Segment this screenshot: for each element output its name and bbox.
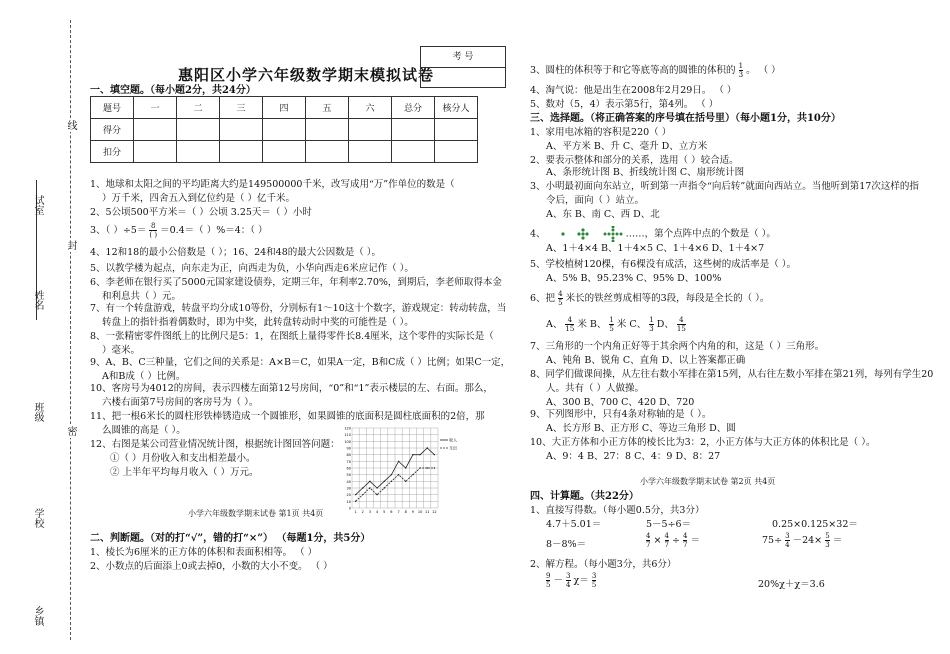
choice-q8-line2: 人。共有（ ）人做操。 [546, 383, 645, 394]
score-cell[interactable] [392, 141, 435, 163]
fraction [565, 316, 574, 333]
fraction-den: 3 [825, 541, 830, 549]
fill-q12-sub1: ①（ ）月份收入和支出相差最小。 [110, 453, 256, 464]
judge-q4: 4、淘气说：他是出生在2008年2月29日。 （ ） [530, 85, 737, 96]
mark-seal: 封 [65, 240, 76, 250]
x-tick-label: 10 [417, 510, 423, 514]
fraction-num: 3 [785, 532, 790, 540]
score-cell[interactable] [263, 119, 306, 141]
fraction-den: 15 [676, 325, 686, 333]
judge-q3-part2: 。 （ ） [746, 65, 781, 76]
fill-q9-line2: A和B成（ ）比例。 [102, 371, 186, 382]
option-d: D、 [656, 319, 674, 330]
calc-item-fractions [646, 532, 700, 549]
score-cell[interactable] [392, 119, 435, 141]
score-header: 二 [177, 97, 220, 119]
fill-q1-line1: 1、地球和太阳之间的平均距离大约是149500000千米，改写成用“万”作单位的数是（ [90, 179, 455, 190]
fraction-den: 4 [785, 541, 790, 549]
choice-q5: 5、学校植树120棵，有6棵没有成活，这些树的成活率是（ ）。 [530, 259, 796, 270]
x-tick-label: 11 [425, 510, 430, 514]
fill-q1-line2: ）万千米，四舍五入到亿位约是（ ）亿千米。 [102, 193, 296, 204]
choice-q2-options: A、条形统计图 B、折线统计图 C、扇形统计图 [546, 167, 745, 178]
fraction-num: 9 [546, 572, 551, 580]
fraction-1-3 [739, 62, 743, 79]
data-point [398, 474, 399, 475]
data-point [427, 447, 428, 448]
exam-number-label: 考 号 [421, 47, 505, 68]
data-point [391, 474, 392, 475]
line-chart [340, 424, 460, 520]
fraction [677, 316, 686, 333]
label-school: 学校 [32, 508, 43, 528]
binding-dashed-line [70, 20, 71, 640]
judge-q2: 2、小数点的后面添上0或去掉0，小数的大小不变。 （ ） [90, 561, 333, 572]
choice-q1: 1、家用电冰箱的容积是220（ ） [530, 127, 672, 138]
score-table [90, 96, 478, 163]
fill-q6-line1: 6、李老师在银行买了5000元国家建设债券，定期三年，年利率2.70%，到期后，李老师取得本金 [90, 277, 502, 288]
y-tick-label: 0 [348, 506, 351, 511]
dot-pattern-icon [549, 226, 623, 242]
data-point [369, 481, 370, 482]
fraction [825, 532, 829, 549]
mark-line: 线 [65, 120, 76, 130]
data-point [434, 467, 435, 468]
data-point [362, 494, 363, 495]
fraction-den: 7 [664, 541, 669, 549]
fraction [646, 532, 650, 549]
fill-q12: 12、右图是某公司营业情况统计图，根据统计图回答问题： [90, 439, 340, 450]
choice-q8-options: A、300 B、700 C、420 D、720 [546, 397, 695, 408]
choice-q2: 2、要表示整体和部分的关系，选用（ ）较合适。 [530, 155, 739, 166]
choice-q4-text: ……，第个点阵中点的个数是（ ）。 [625, 228, 776, 240]
section4-title: 四、计算题。（共22分） [530, 491, 639, 502]
score-cell[interactable] [349, 119, 392, 141]
fill-q6-line2: 和利息共（ ）元。 [102, 291, 182, 302]
data-point [384, 487, 385, 488]
y-tick-label: 120 [344, 426, 351, 431]
fill-q4: 4、12和18的最小公倍数是（ ）；16、24和48的最大公因数是（ ）。 [90, 247, 382, 258]
fraction-num: 4 [646, 532, 651, 540]
option-b: 米 B、 [577, 319, 607, 330]
choice-q10-options: A、9：4 B、27：8 C、4：9 D、8：27 [546, 451, 721, 462]
fraction-num: 1 [609, 316, 614, 324]
choice-q7-options: A、钝角 B、锐角 C、直角 D、以上答案都正确 [546, 355, 746, 366]
data-point [427, 467, 428, 468]
data-point [362, 487, 363, 488]
x-tick-label: 3 [368, 510, 372, 514]
fraction-den: 5 [591, 581, 597, 589]
fraction-num: 4 [664, 532, 669, 540]
label-name: 姓名 [32, 290, 43, 310]
score-header: 总分 [392, 97, 435, 119]
data-point [391, 481, 392, 482]
y-tick-label: 10 [346, 499, 351, 504]
y-tick-label: 40 [346, 479, 351, 484]
score-cell[interactable] [306, 119, 349, 141]
equation-2: 20%χ＋χ＝3.6 [758, 579, 825, 590]
score-cell[interactable] [435, 141, 478, 163]
score-row-label: 得分 [91, 119, 134, 141]
x-tick-label: 7 [397, 510, 400, 514]
score-header: 三 [220, 97, 263, 119]
y-tick-label: 110 [344, 433, 351, 438]
data-point [355, 494, 356, 495]
x-tick-label: 5 [383, 510, 386, 514]
x-tick-label: 4 [375, 510, 379, 514]
score-cell[interactable] [177, 119, 220, 141]
calc-item: 0.25×0.125×32＝ [772, 519, 858, 530]
exam-number-box [420, 46, 506, 88]
fill-q11-line2: 么圆锥的高是（ ）。 [102, 425, 186, 436]
calc-item: 8－8%＝ [546, 539, 587, 550]
fraction-num: 4 [565, 316, 574, 325]
fraction-num: 3 [566, 572, 571, 580]
fraction [558, 290, 562, 307]
fraction-num: 1 [738, 62, 744, 70]
fraction-num: 3 [591, 572, 597, 580]
score-cell[interactable] [349, 141, 392, 163]
choice-q9: 9、下列图形中，只有4条对称轴的是（ ）。 [530, 409, 712, 420]
data-point [405, 467, 406, 468]
operator: － [553, 575, 564, 586]
judge-q3 [530, 62, 781, 79]
x-tick-label: 1 [354, 510, 357, 514]
choice-q5-options: A、5% B、95.23% C、95% D、100% [546, 273, 722, 284]
choice-q9-options: A、长方形 B、正方形 C、等边三角形 D、圆 [546, 423, 736, 434]
data-point [398, 461, 399, 462]
fill-q3 [90, 222, 268, 239]
fraction-num: 4 [558, 290, 563, 298]
fraction-num: 1 [649, 316, 654, 324]
score-row-label: 扣分 [91, 141, 134, 163]
score-cell[interactable] [177, 141, 220, 163]
score-header: 题号 [91, 97, 134, 119]
fraction-num: 8 [150, 222, 156, 230]
footer-page1: 小学六年级数学期末试卷 第1页 共4页 [188, 509, 324, 518]
choice-q3-line1: 3、小明最初面向东站立，听到第一声指令“向后转”就面向西站立。当他听到第17次这样的指 [530, 181, 919, 192]
fill-q7-line2: 转盘上的指针指着偶数时，即为中奖，此转盘转动时中奖的可能性是（ ）。 [102, 317, 414, 328]
fill-q12-sub2: ② 上半年平均每月收入（ ）万元。 [110, 467, 259, 478]
fill-q2: 2、5公顷500平方米＝（ ）公顷 3.25天＝（ ）小时 [90, 207, 312, 218]
x-tick-label: 6 [390, 510, 393, 514]
fraction-den: 3 [649, 325, 654, 333]
score-cell[interactable] [263, 141, 306, 163]
y-tick-label: 60 [346, 466, 351, 471]
fraction-den: 7 [683, 541, 688, 549]
score-cell[interactable] [306, 141, 349, 163]
choice-q8-line1: 8、同学们做课间操，从左往右数小军排在第15列，从右往左数小军排在第21列，每列有学生20 [530, 369, 934, 380]
fraction-den: ( ) [149, 231, 158, 239]
data-point [419, 454, 420, 455]
equation-1 [546, 572, 596, 589]
fraction-num: 4 [683, 532, 688, 540]
fraction-den: 7 [646, 541, 651, 549]
data-point [384, 481, 385, 482]
y-tick-label: 80 [346, 453, 351, 458]
judge-q1: 1、棱长为6厘米的正方体的体积和表面积相等。 （ ） [90, 547, 318, 558]
data-point [412, 454, 413, 455]
fraction-den: 15 [565, 325, 575, 333]
operator: × [653, 535, 662, 546]
fill-q7-line1: 7、有一个转盘游戏，转盘平均分成10等份，分别标有1～10这十个数字，游戏规定：转动转盘，当 [90, 303, 507, 314]
y-tick-label: 90 [346, 446, 351, 451]
y-tick-label: 70 [346, 459, 351, 464]
fraction [665, 532, 669, 549]
operator: －24× [792, 535, 823, 546]
fill-q5: 5、以教学楼为起点，向东走为正，向西走为负，小华向西走6米应记作（ ）。 [90, 263, 414, 274]
y-tick-label: 100 [344, 439, 351, 444]
score-header: 一 [134, 97, 177, 119]
fraction-den: 5 [546, 581, 551, 589]
x-tick-label: 12 [432, 510, 437, 514]
fraction [546, 572, 550, 589]
calc-sub1: 1、直接写得数。（每小题0.5分，共3分） [530, 505, 705, 516]
fraction [592, 572, 596, 589]
choice-q10: 10、大正方体和小正方体的棱长比为3：2，小正方体与大正方体的体积比是（ ）。 [530, 437, 876, 448]
option-c: 米 C、 [616, 319, 647, 330]
label-class: 班级 [32, 402, 43, 422]
score-header: 六 [349, 97, 392, 119]
choice-q3-line2: 令后，面向（ ）站立。 [546, 195, 645, 206]
fraction-den: 4 [566, 581, 571, 589]
data-point [419, 467, 420, 468]
fraction-den: 5 [558, 299, 563, 307]
label-township: 乡镇 [32, 606, 43, 626]
score-header: 核分人 [435, 97, 478, 119]
judge-q5: 5、数对（5，4）表示第5行，第4列。 （ ） [530, 99, 719, 110]
choice-q7: 7、三角形的一个内角正好等于其余两个内角的和，这是（ ）三角形。 [530, 341, 825, 352]
section3-title: 三、选择题。（将正确答案的序号填在括号里）（每小题1分，共10分） [530, 113, 841, 124]
score-cell[interactable] [220, 119, 263, 141]
option-a: A、 [546, 319, 563, 330]
choice-q4 [530, 226, 776, 242]
score-cell[interactable] [134, 141, 177, 163]
choice-q6 [530, 290, 769, 307]
operator: ＝ [690, 535, 701, 546]
fill-q3-part1: 3、（ ）÷5＝ [90, 225, 147, 236]
choice-q6-options [546, 316, 686, 333]
data-point [355, 501, 356, 502]
score-cell[interactable] [435, 119, 478, 141]
legend-label: 收入 [449, 437, 457, 443]
equation-1-tail: χ＝ [573, 575, 589, 586]
calc-sub2: 2、解方程。（每小题3分，共6分） [530, 559, 677, 570]
operator: ＝ [832, 535, 843, 546]
fill-q8-line1: 8、一张精密零件图纸上的比例尺是5：1，在图纸上量得零件长8.4厘米，这个零件的实际长是（ [90, 331, 494, 342]
mark-secret: 密 [65, 426, 76, 436]
fill-q8-line2: ）毫米。 [102, 345, 141, 356]
choice-q6-part2: 米长的铁丝剪成相等的3段，每段是全长的（ ）。 [565, 293, 770, 304]
score-cell[interactable] [220, 141, 263, 163]
fraction [649, 316, 653, 333]
legend-label: 支出 [449, 445, 457, 451]
choice-q6-part1: 6、把 [530, 293, 556, 304]
fraction-den: 3 [738, 71, 744, 79]
binding-margin [0, 0, 80, 654]
fill-q9-line1: 9、A、B、C三种量，它们之间的关系是：A×B＝C，如果A一定，B和C成（ ）比例；如果C一定， [90, 357, 511, 368]
fraction-8 [149, 222, 157, 239]
x-tick-label: 2 [361, 510, 364, 514]
fraction [609, 316, 613, 333]
calc-item: 5－5÷6＝ [646, 519, 692, 530]
judge-q3-part1: 3、圆柱的体积等于和它等底等高的圆锥的体积的 [530, 65, 736, 76]
fraction-num: 5 [825, 532, 830, 540]
data-point [376, 494, 377, 495]
fill-q10-line2: 六楼右面第7号房间的客房号为（ ）。 [102, 397, 259, 408]
x-tick-label: 9 [411, 510, 415, 514]
fraction-den: 5 [609, 325, 614, 333]
score-header: 五 [306, 97, 349, 119]
choice-q3-options: A、东 B、南 C、西 D、北 [546, 209, 660, 220]
fraction-num: 4 [677, 316, 686, 325]
page-title: 惠阳区小学六年级数学期末模拟试卷 [178, 66, 435, 84]
fraction [785, 532, 789, 549]
fraction [683, 532, 687, 549]
data-point [376, 487, 377, 488]
fill-q11-line1: 11、把一根6米长的圆柱形铁棒锈造成一个圆锥形，如果圆锥的底面积是圆柱底面积的2倍，那 [90, 411, 485, 422]
fill-q10-line1: 10、客房号为4012的房间，表示四楼左面第12号房间，“0”和“1”表示楼层的左、右面。那么， [90, 383, 493, 394]
data-point [369, 487, 370, 488]
score-cell[interactable] [134, 119, 177, 141]
data-point [434, 454, 435, 455]
score-header: 四 [263, 97, 306, 119]
fill-q3-part2: ＝0.4＝（ ）%＝4：（ ） [160, 225, 268, 236]
data-point [412, 474, 413, 475]
calc-item: 4.7＋5.01＝ [546, 519, 602, 530]
section1-title: 一、填空题。（每小题2分，共24分） [90, 85, 256, 96]
y-tick-label: 30 [346, 486, 351, 491]
choice-q1-options: A、平方米 B、升 C、毫升 D、立方米 [546, 141, 708, 152]
operator: ÷ [672, 535, 680, 546]
y-tick-label: 20 [346, 493, 351, 498]
y-tick-label: 50 [346, 473, 351, 478]
fraction [566, 572, 570, 589]
section2-title: 二、判断题。（对的打“√”，错的打“×”） （每题1分，共5分） [90, 533, 371, 544]
choice-q4-options: A、1＋4×4 B、1＋4×5 C、1＋4×6 D、1＋4×7 [546, 243, 765, 254]
x-tick-label: 8 [404, 510, 407, 514]
footer-page2: 小学六年级数学期末试卷 第2页 共4页 [640, 477, 776, 486]
data-point [405, 481, 406, 482]
calc-item-mixed [762, 532, 842, 549]
operator: 75÷ [762, 535, 783, 546]
choice-q4-number: 4、 [530, 228, 546, 240]
label-exam-room: 试室 [32, 195, 43, 215]
